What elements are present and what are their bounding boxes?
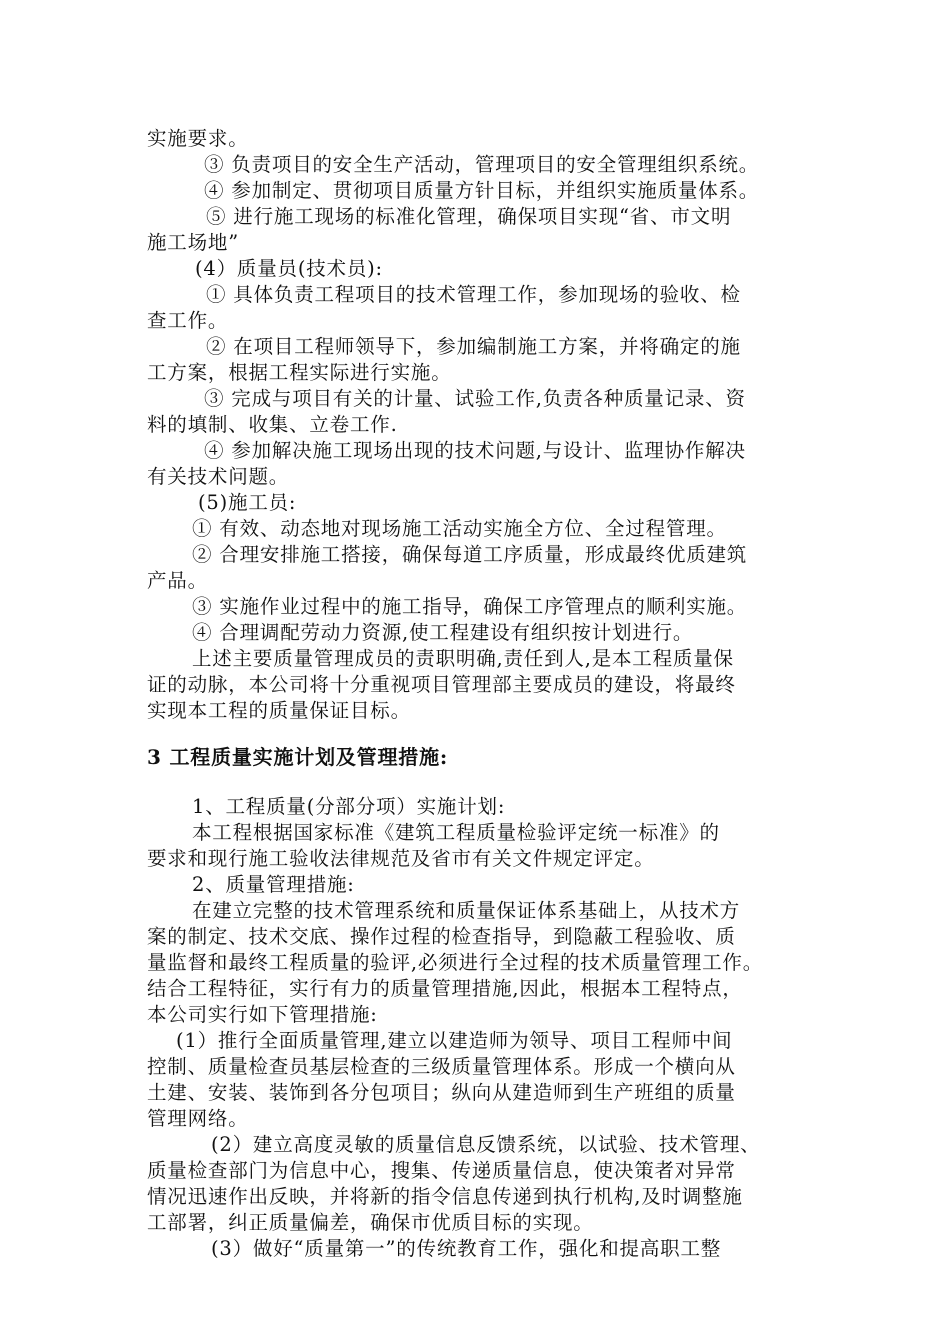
- text-line: ② 合理安排施工搭接，确保每道工序质量，形成最终优质建筑: [192, 543, 748, 566]
- text-line: 工方案，根据工程实际进行实施。: [147, 361, 452, 384]
- text-line: ① 具体负责工程项目的技术管理工作，参加现场的验收、检: [206, 283, 741, 306]
- text-line: 本工程根据国家标准《建筑工程质量检验评定统一标准》的: [192, 821, 720, 844]
- text-line: ⑤ 进行施工现场的标准化管理，确保项目实现“省、市文明: [206, 205, 732, 228]
- text-line: 案的制定、技术交底、操作过程的检查指导，到隐蔽工程验收、质: [147, 925, 736, 948]
- text-line: ④ 参加制定、贯彻项目质量方针目标，并组织实施质量体系。: [204, 179, 760, 202]
- text-line: 有关技术问题。: [147, 465, 290, 488]
- text-line: ④ 合理调配劳动力资源,使工程建设有组织按计划进行。: [192, 621, 694, 644]
- text-line: (4）质量员(技术员):: [195, 257, 383, 280]
- text-line: (2）建立高度灵敏的质量信息反馈系统，以试验、技术管理、: [211, 1133, 761, 1156]
- text-line: 在建立完整的技术管理系统和质量保证体系基础上，从技术方: [192, 899, 741, 922]
- text-line: 证的动脉，本公司将十分重视项目管理部主要成员的建设，将最终: [147, 673, 736, 696]
- text-line: 土建、安装、装饰到各分包项目；纵向从建造师到生产班组的质量: [147, 1081, 736, 1104]
- text-line: 工部署，纠正质量偏差，确保市优质目标的实现。: [147, 1211, 594, 1234]
- text-line: 结合工程特征，实行有力的质量管理措施,因此，根据本工程特点，: [147, 977, 743, 1000]
- text-line: 实现本工程的质量保证目标。: [147, 699, 411, 722]
- text-line: ② 在项目工程师领导下，参加编制施工方案，并将确定的施: [206, 335, 741, 358]
- text-line: 情况迅速作出反映，并将新的指令信息传递到执行机构,及时调整施: [147, 1185, 743, 1208]
- text-line: ③ 完成与项目有关的计量、试验工作,负责各种质量记录、资: [204, 387, 746, 410]
- section-heading: 3 工程质量实施计划及管理措施:: [147, 745, 449, 769]
- text-line: 1、工程质量(分部分项）实施计划:: [192, 795, 506, 818]
- text-line: (3）做好“质量第一”的传统教育工作，强化和提高职工整: [211, 1237, 722, 1260]
- text-line: 2、质量管理措施:: [192, 873, 355, 896]
- text-line: ③ 实施作业过程中的施工指导，确保工序管理点的顺利实施。: [192, 595, 748, 618]
- text-line: 控制、质量检查员基层检查的三级质量管理体系。形成一个横向从: [147, 1055, 736, 1078]
- text-line: 量监督和最终工程质量的验评,必须进行全过程的技术质量管理工作。: [147, 951, 763, 974]
- text-line: 管理网络。: [147, 1107, 249, 1130]
- text-line: ③ 负责项目的安全生产活动，管理项目的安全管理组织系统。: [204, 153, 760, 176]
- text-line: 本公司实行如下管理措施:: [147, 1003, 378, 1026]
- text-line: 产品。: [147, 569, 208, 592]
- text-line: (5)施工员:: [198, 491, 297, 514]
- text-line: 要求和现行施工验收法律规范及省市有关文件规定评定。: [147, 847, 655, 870]
- text-line: 质量检查部门为信息中心，搜集、传递质量信息，使决策者对异常: [147, 1159, 736, 1182]
- text-line: (1）推行全面质量管理,建立以建造师为领导、项目工程师中间: [176, 1029, 733, 1052]
- text-line: 上述主要质量管理成员的责职明确,责任到人,是本工程质量保: [192, 647, 734, 670]
- text-line: ① 有效、动态地对现场施工活动实施全方位、全过程管理。: [192, 517, 727, 540]
- text-line: 施工场地”: [147, 231, 239, 254]
- text-line: 料的填制、收集、立卷工作.: [147, 413, 398, 436]
- text-line: 查工作。: [147, 309, 229, 332]
- text-line: ④ 参加解决施工现场出现的技术问题,与设计、监理协作解决: [204, 439, 746, 462]
- text-line: 实施要求。: [147, 127, 249, 150]
